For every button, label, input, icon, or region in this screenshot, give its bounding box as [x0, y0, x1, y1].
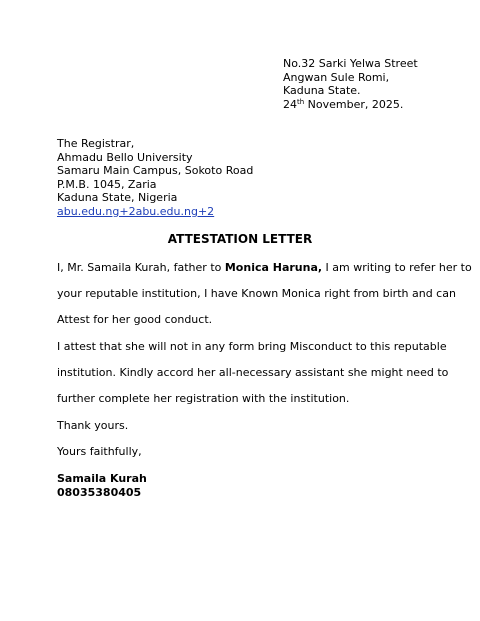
- recipient-title: The Registrar,: [57, 137, 135, 150]
- body-paragraph-2-line-2: institution. Kindly accord her all-necessary assistant she might need to: [57, 366, 449, 379]
- recipient-institution: Ahmadu Bello University: [57, 150, 193, 164]
- body-paragraph-1-line-2: your reputable institution, I have Known Monica right from birth and can: [57, 287, 456, 300]
- sender-area: Angwan Sule Romi,: [283, 70, 390, 84]
- body-paragraph-1-line-1: [57, 261, 472, 275]
- sender-address: [283, 57, 418, 111]
- date-day: 24: [283, 97, 297, 111]
- p1-intro-text: I, Mr. Samaila Kurah, father to: [57, 261, 225, 274]
- p1-referral-text: I am writing to refer her to: [322, 261, 472, 274]
- signatory-phone: 08035380405: [57, 486, 142, 499]
- recipient-pmb: P.M.B. 1045, Zaria: [57, 177, 157, 191]
- letter-title: ATTESTATION LETTER: [167, 232, 313, 246]
- recipient-email-link[interactable]: abu.edu.ng+2abu.edu.ng+2: [57, 204, 215, 218]
- recipient-campus: Samaru Main Campus, Sokoto Road: [57, 164, 254, 177]
- body-paragraph-2-line-3: further complete her registration with the institution.: [57, 392, 350, 405]
- recipient-state: Kaduna State, Nigeria: [57, 191, 178, 204]
- date-rest: November, 2025.: [304, 97, 404, 111]
- signatory-name: Samaila Kurah: [57, 472, 147, 485]
- daughter-name: Monica Haruna,: [224, 261, 323, 274]
- sender-state: Kaduna State.: [283, 84, 361, 97]
- closing-line: Yours faithfully,: [57, 445, 142, 458]
- letter-date: [283, 98, 418, 112]
- date-suffix: th: [297, 97, 305, 106]
- body-paragraph-2-line-1: I attest that she will not in any form bring Misconduct to this reputable: [57, 340, 447, 353]
- body-paragraph-1-line-3: Attest for her good conduct.: [57, 313, 213, 326]
- signature-block: [57, 472, 147, 500]
- sender-street: No.32 Sarki Yelwa Street: [283, 57, 418, 70]
- thanks-line: Thank yours.: [57, 419, 129, 432]
- recipient-address: [57, 137, 253, 218]
